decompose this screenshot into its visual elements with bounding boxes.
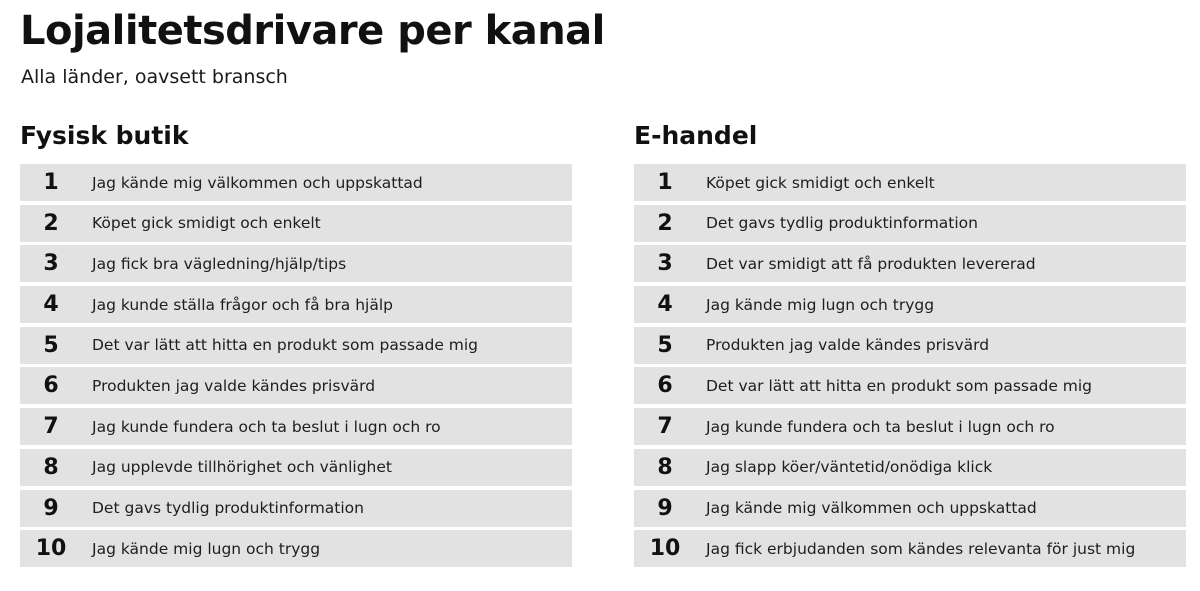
rank-number: 8 [657,454,673,480]
page-subtitle: Alla länder, oavsett bransch [21,66,288,88]
rank-number: 4 [657,292,673,318]
rank-number: 3 [657,251,673,277]
rank-text: Jag slapp köer/väntetid/onödiga klick [706,458,993,477]
column-title: E-handel [634,121,758,150]
rank-text: Jag kände mig välkommen och uppskattad [92,173,423,192]
rank-text: Jag kände mig välkommen och uppskattad [706,499,1037,517]
rank-text: Jag kunde ställa frågor och få bra hjälp [92,295,393,314]
ranking-row [634,490,1186,527]
ranking-row [634,205,1186,242]
rank-text: Jag upplevde tillhörighet och vänlighet [92,458,392,477]
ranking-row [20,164,572,201]
ranking-row [634,327,1186,364]
page-title: Lojalitetsdrivare per kanal [20,8,605,54]
ranking-row [20,449,572,486]
rank-number: 7 [43,414,59,440]
rank-number: 1 [43,170,59,195]
rank-number: 2 [43,210,59,236]
ranking-row [634,367,1186,404]
column-fysisk-butik [20,118,572,571]
ranking-row [20,286,572,323]
rank-text: Köpet gick smidigt och enkelt [92,214,321,233]
ranking-row [634,449,1186,486]
rank-number: 9 [43,495,59,521]
rank-number: 5 [43,332,59,358]
ranking-row [20,530,572,567]
rank-text: Det gavs tydlig produktinformation [706,214,978,233]
rank-text: Jag fick bra vägledning/hjälp/tips [92,254,347,273]
rank-text: Jag kände mig lugn och trygg [92,539,321,558]
ranking-row [20,367,572,404]
ranking-row [634,245,1186,282]
column-title: Fysisk butik [20,121,189,150]
ranking-row [20,490,572,527]
rank-text: Det var smidigt att få produkten levererad [706,254,1036,273]
rank-number: 9 [657,495,673,521]
ranking-row [20,245,572,282]
rank-number: 3 [43,251,59,277]
rank-number: 1 [657,170,673,195]
rank-text: Det gavs tydlig produktinformation [92,499,364,517]
rank-number: 10 [35,536,67,562]
rank-text: Det var lätt att hitta en produkt som passade mig [706,376,1093,395]
rank-number: 6 [43,373,59,399]
rank-text: Produkten jag valde kändes prisvärd [706,336,990,355]
rank-text: Jag fick erbjudanden som kändes relevanta för just mig [706,539,1136,558]
column-e-handel [634,118,1186,571]
rank-number: 6 [657,373,673,399]
rank-number: 10 [649,536,681,562]
ranking-row [634,408,1186,445]
rank-number: 5 [657,332,673,358]
ranking-row [634,530,1186,567]
rank-number: 7 [657,414,673,440]
ranking-list [634,164,1186,567]
ranking-row [20,327,572,364]
rank-number: 4 [43,292,59,318]
rank-number: 8 [43,454,59,480]
rank-text: Det var lätt att hitta en produkt som passade mig [92,336,479,355]
ranking-row [20,408,572,445]
ranking-list [20,164,572,567]
rank-text: Produkten jag valde kändes prisvärd [92,376,376,395]
rank-text: Jag kunde fundera och ta beslut i lugn och ro [92,417,441,436]
rank-text: Jag kände mig lugn och trygg [706,295,935,314]
ranking-row [634,164,1186,201]
rank-number: 2 [657,210,673,236]
ranking-row [20,205,572,242]
ranking-row [634,286,1186,323]
rank-text: Jag kunde fundera och ta beslut i lugn och ro [706,417,1055,436]
rank-text: Köpet gick smidigt och enkelt [706,173,935,192]
